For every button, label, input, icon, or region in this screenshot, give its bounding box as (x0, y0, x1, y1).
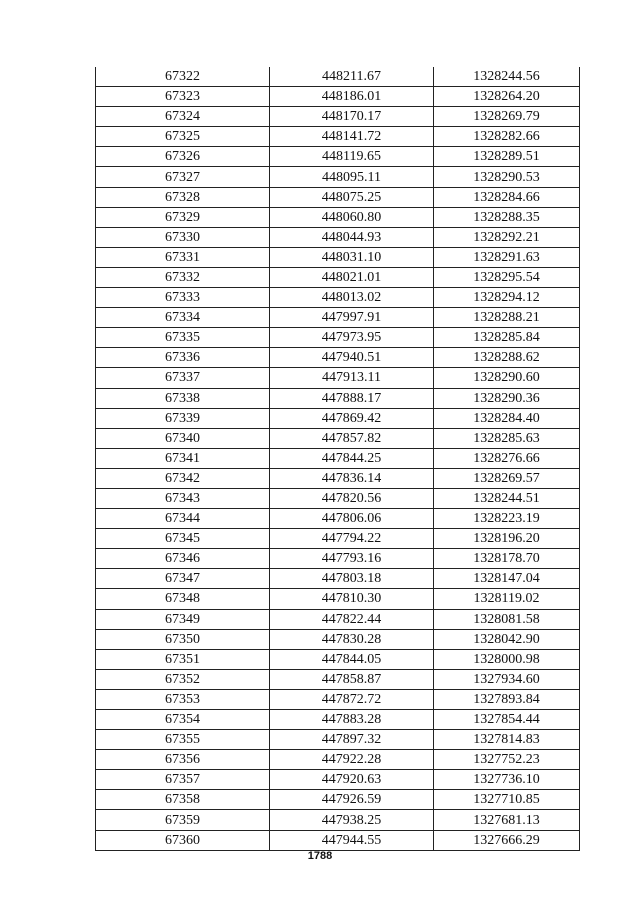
table-row (96, 227, 580, 247)
x-coordinate-cell: 447793.16 (270, 549, 434, 569)
y-coordinate-cell: 1327752.23 (434, 750, 580, 770)
table-row (96, 428, 580, 448)
point-id-cell: 67343 (96, 488, 270, 508)
x-coordinate-cell: 448170.17 (270, 107, 434, 127)
table-row (96, 710, 580, 730)
table-row (96, 669, 580, 689)
point-id-cell: 67336 (96, 348, 270, 368)
table-row (96, 247, 580, 267)
table-row (96, 308, 580, 328)
table-row (96, 750, 580, 770)
point-id-cell: 67330 (96, 227, 270, 247)
y-coordinate-cell: 1327681.13 (434, 810, 580, 830)
y-coordinate-cell: 1328147.04 (434, 569, 580, 589)
table-row (96, 830, 580, 850)
point-id-cell: 67349 (96, 609, 270, 629)
y-coordinate-cell: 1328196.20 (434, 529, 580, 549)
x-coordinate-cell: 447922.28 (270, 750, 434, 770)
x-coordinate-cell: 447944.55 (270, 830, 434, 850)
x-coordinate-cell: 447844.05 (270, 649, 434, 669)
y-coordinate-cell: 1327814.83 (434, 730, 580, 750)
x-coordinate-cell: 448044.93 (270, 227, 434, 247)
table-row (96, 167, 580, 187)
table-row (96, 107, 580, 127)
table-row (96, 288, 580, 308)
point-id-cell: 67325 (96, 127, 270, 147)
table-row (96, 67, 580, 87)
point-id-cell: 67328 (96, 187, 270, 207)
coordinate-table (95, 67, 580, 851)
x-coordinate-cell: 448013.02 (270, 288, 434, 308)
point-id-cell: 67341 (96, 448, 270, 468)
y-coordinate-cell: 1328288.21 (434, 308, 580, 328)
table-row (96, 127, 580, 147)
point-id-cell: 67332 (96, 267, 270, 287)
y-coordinate-cell: 1328081.58 (434, 609, 580, 629)
x-coordinate-cell: 447820.56 (270, 488, 434, 508)
y-coordinate-cell: 1328000.98 (434, 649, 580, 669)
table-row (96, 589, 580, 609)
point-id-cell: 67338 (96, 388, 270, 408)
coordinate-table-container (95, 67, 579, 851)
table-row (96, 529, 580, 549)
point-id-cell: 67340 (96, 428, 270, 448)
point-id-cell: 67351 (96, 649, 270, 669)
table-body (96, 67, 580, 850)
point-id-cell: 67348 (96, 589, 270, 609)
x-coordinate-cell: 447897.32 (270, 730, 434, 750)
table-row (96, 770, 580, 790)
table-row (96, 488, 580, 508)
table-row (96, 629, 580, 649)
table-row (96, 790, 580, 810)
x-coordinate-cell: 448075.25 (270, 187, 434, 207)
point-id-cell: 67360 (96, 830, 270, 850)
y-coordinate-cell: 1328290.53 (434, 167, 580, 187)
x-coordinate-cell: 447822.44 (270, 609, 434, 629)
y-coordinate-cell: 1328284.40 (434, 408, 580, 428)
point-id-cell: 67329 (96, 207, 270, 227)
y-coordinate-cell: 1327893.84 (434, 689, 580, 709)
x-coordinate-cell: 447869.42 (270, 408, 434, 428)
x-coordinate-cell: 448211.67 (270, 67, 434, 87)
point-id-cell: 67322 (96, 67, 270, 87)
point-id-cell: 67344 (96, 509, 270, 529)
x-coordinate-cell: 448119.65 (270, 147, 434, 167)
point-id-cell: 67337 (96, 368, 270, 388)
x-coordinate-cell: 448021.01 (270, 267, 434, 287)
y-coordinate-cell: 1328178.70 (434, 549, 580, 569)
y-coordinate-cell: 1328295.54 (434, 267, 580, 287)
y-coordinate-cell: 1328285.63 (434, 428, 580, 448)
y-coordinate-cell: 1328294.12 (434, 288, 580, 308)
x-coordinate-cell: 447920.63 (270, 770, 434, 790)
table-row (96, 649, 580, 669)
x-coordinate-cell: 448186.01 (270, 87, 434, 107)
y-coordinate-cell: 1328264.20 (434, 87, 580, 107)
x-coordinate-cell: 447806.06 (270, 509, 434, 529)
y-coordinate-cell: 1328269.79 (434, 107, 580, 127)
table-row (96, 448, 580, 468)
point-id-cell: 67327 (96, 167, 270, 187)
y-coordinate-cell: 1327666.29 (434, 830, 580, 850)
y-coordinate-cell: 1328292.21 (434, 227, 580, 247)
y-coordinate-cell: 1327736.10 (434, 770, 580, 790)
y-coordinate-cell: 1328276.66 (434, 448, 580, 468)
point-id-cell: 67346 (96, 549, 270, 569)
y-coordinate-cell: 1328288.35 (434, 207, 580, 227)
table-row (96, 408, 580, 428)
point-id-cell: 67347 (96, 569, 270, 589)
table-row (96, 609, 580, 629)
point-id-cell: 67359 (96, 810, 270, 830)
y-coordinate-cell: 1327710.85 (434, 790, 580, 810)
point-id-cell: 67333 (96, 288, 270, 308)
x-coordinate-cell: 447844.25 (270, 448, 434, 468)
x-coordinate-cell: 447973.95 (270, 328, 434, 348)
table-row (96, 689, 580, 709)
y-coordinate-cell: 1328282.66 (434, 127, 580, 147)
x-coordinate-cell: 447830.28 (270, 629, 434, 649)
point-id-cell: 67353 (96, 689, 270, 709)
x-coordinate-cell: 448095.11 (270, 167, 434, 187)
y-coordinate-cell: 1327934.60 (434, 669, 580, 689)
table-row (96, 87, 580, 107)
x-coordinate-cell: 447926.59 (270, 790, 434, 810)
table-row (96, 468, 580, 488)
table-row (96, 368, 580, 388)
x-coordinate-cell: 447857.82 (270, 428, 434, 448)
table-row (96, 348, 580, 368)
y-coordinate-cell: 1327854.44 (434, 710, 580, 730)
point-id-cell: 67342 (96, 468, 270, 488)
point-id-cell: 67352 (96, 669, 270, 689)
y-coordinate-cell: 1328284.66 (434, 187, 580, 207)
y-coordinate-cell: 1328223.19 (434, 509, 580, 529)
table-row (96, 730, 580, 750)
point-id-cell: 67335 (96, 328, 270, 348)
table-row (96, 147, 580, 167)
table-row (96, 388, 580, 408)
y-coordinate-cell: 1328291.63 (434, 247, 580, 267)
point-id-cell: 67354 (96, 710, 270, 730)
y-coordinate-cell: 1328285.84 (434, 328, 580, 348)
table-row (96, 207, 580, 227)
table-row (96, 187, 580, 207)
point-id-cell: 67324 (96, 107, 270, 127)
y-coordinate-cell: 1328244.56 (434, 67, 580, 87)
point-id-cell: 67331 (96, 247, 270, 267)
x-coordinate-cell: 447858.87 (270, 669, 434, 689)
point-id-cell: 67326 (96, 147, 270, 167)
y-coordinate-cell: 1328290.60 (434, 368, 580, 388)
x-coordinate-cell: 447997.91 (270, 308, 434, 328)
x-coordinate-cell: 447810.30 (270, 589, 434, 609)
y-coordinate-cell: 1328288.62 (434, 348, 580, 368)
x-coordinate-cell: 448031.10 (270, 247, 434, 267)
y-coordinate-cell: 1328289.51 (434, 147, 580, 167)
y-coordinate-cell: 1328244.51 (434, 488, 580, 508)
x-coordinate-cell: 447938.25 (270, 810, 434, 830)
table-row (96, 549, 580, 569)
point-id-cell: 67356 (96, 750, 270, 770)
x-coordinate-cell: 447888.17 (270, 388, 434, 408)
x-coordinate-cell: 448060.80 (270, 207, 434, 227)
x-coordinate-cell: 448141.72 (270, 127, 434, 147)
y-coordinate-cell: 1328290.36 (434, 388, 580, 408)
page-number: 1788 (307, 850, 333, 862)
y-coordinate-cell: 1328119.02 (434, 589, 580, 609)
x-coordinate-cell: 447940.51 (270, 348, 434, 368)
point-id-cell: 67350 (96, 629, 270, 649)
y-coordinate-cell: 1328269.57 (434, 468, 580, 488)
x-coordinate-cell: 447794.22 (270, 529, 434, 549)
table-row (96, 509, 580, 529)
y-coordinate-cell: 1328042.90 (434, 629, 580, 649)
point-id-cell: 67358 (96, 790, 270, 810)
point-id-cell: 67355 (96, 730, 270, 750)
point-id-cell: 67357 (96, 770, 270, 790)
x-coordinate-cell: 447803.18 (270, 569, 434, 589)
table-row (96, 328, 580, 348)
point-id-cell: 67345 (96, 529, 270, 549)
point-id-cell: 67334 (96, 308, 270, 328)
table-row (96, 569, 580, 589)
point-id-cell: 67323 (96, 87, 270, 107)
point-id-cell: 67339 (96, 408, 270, 428)
table-row (96, 810, 580, 830)
x-coordinate-cell: 447872.72 (270, 689, 434, 709)
table-row (96, 267, 580, 287)
x-coordinate-cell: 447883.28 (270, 710, 434, 730)
x-coordinate-cell: 447913.11 (270, 368, 434, 388)
x-coordinate-cell: 447836.14 (270, 468, 434, 488)
